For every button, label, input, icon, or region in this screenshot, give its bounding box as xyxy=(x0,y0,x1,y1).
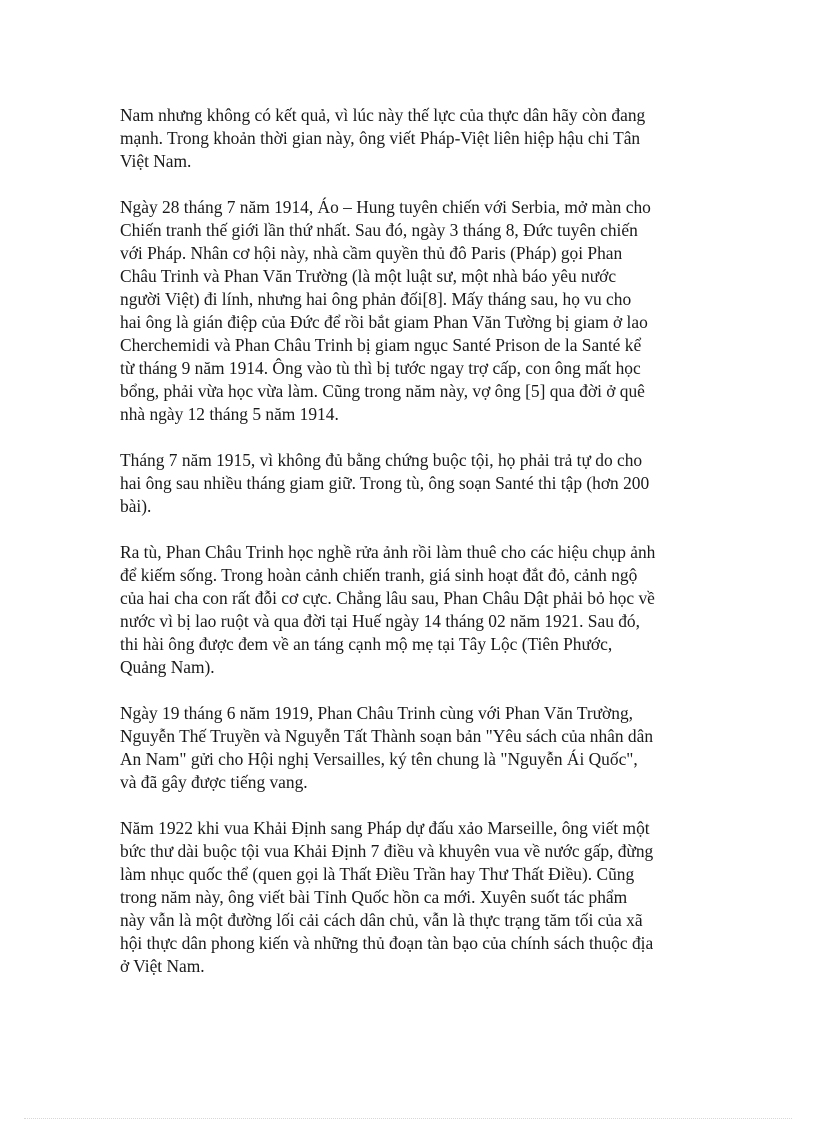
page-bottom-divider xyxy=(24,1118,792,1119)
paragraph: Ra tù, Phan Châu Trinh học nghề rửa ảnh rồi làm thuê cho các hiệu chụp ảnh để kiếm sống. Trong hoàn cảnh chiến tranh, giá sinh hoạt đắt đỏ, cảnh ngộ của hai cha con rất đỗi cơ cực. Chẳng lâu sau, Phan Châu Dật phải bỏ học về nước vì bị lao ruột và qua đời tại Huế ngày 14 tháng 02 năm 1921. Sau đó, thi hài ông được đem về an táng cạnh mộ mẹ tại Tây Lộc (Tiên Phước, Quảng Nam). xyxy=(120,542,656,677)
paragraph: Năm 1922 khi vua Khải Định sang Pháp dự đấu xảo Marseille, ông viết một bức thư dài buộc tội vua Khải Định 7 điều và khuyên vua về nước gấp, đừng làm nhục quốc thể (quen gọi là Thất Điều Trần hay Thư Thất Điều). Cũng trong năm này, ông viết bài Tỉnh Quốc hồn ca mới. Xuyên suốt tác phẩm này vẫn là một đường lối cải cách dân chủ, vẫn là thực trạng tăm tối của xã hội thực dân phong kiến và những thủ đoạn tàn bạo của chính sách thuộc địa ở Việt Nam. xyxy=(120,818,654,976)
paragraph: Tháng 7 năm 1915, vì không đủ bằng chứng buộc tội, họ phải trả tự do cho hai ông sau nhiều tháng giam giữ. Trong tù, ông soạn Santé thi tập (hơn 200 bài). xyxy=(120,450,650,516)
document-body xyxy=(120,104,700,1001)
paragraph: Ngày 28 tháng 7 năm 1914, Áo – Hung tuyên chiến với Serbia, mở màn cho Chiến tranh thế giới lần thứ nhất. Sau đó, ngày 3 tháng 8, Đức tuyên chiến với Pháp. Nhân cơ hội này, nhà cầm quyền thủ đô Paris (Pháp) gọi Phan Châu Trinh và Phan Văn Trường (là một luật sư, một nhà báo yêu nước người Việt) đi lính, nhưng hai ông phản đối[8]. Mấy tháng sau, họ vu cho hai ông là gián điệp của Đức để rồi bắt giam Phan Văn Tường bị giam ở lao Cherchemidi và Phan Châu Trinh bị giam ngục Santé Prison de la Santé kể từ tháng 9 năm 1914. Ông vào tù thì bị tước ngay trợ cấp, con ông mất học bổng, phải vừa học vừa làm. Cũng trong năm này, vợ ông [5] qua đời ở quê nhà ngày 12 tháng 5 năm 1914. xyxy=(120,197,651,424)
paragraph: Nam nhưng không có kết quả, vì lúc này thế lực của thực dân hãy còn đang mạnh. Trong khoản thời gian này, ông viết Pháp-Việt liên hiệp hậu chi Tân Việt Nam. xyxy=(120,105,646,171)
paragraph: Ngày 19 tháng 6 năm 1919, Phan Châu Trinh cùng với Phan Văn Trường, Nguyễn Thế Truyền và Nguyễn Tất Thành soạn bản "Yêu sách của nhân dân An Nam" gửi cho Hội nghị Versailles, ký tên chung là "Nguyễn Ái Quốc", và đã gây được tiếng vang. xyxy=(120,703,654,792)
